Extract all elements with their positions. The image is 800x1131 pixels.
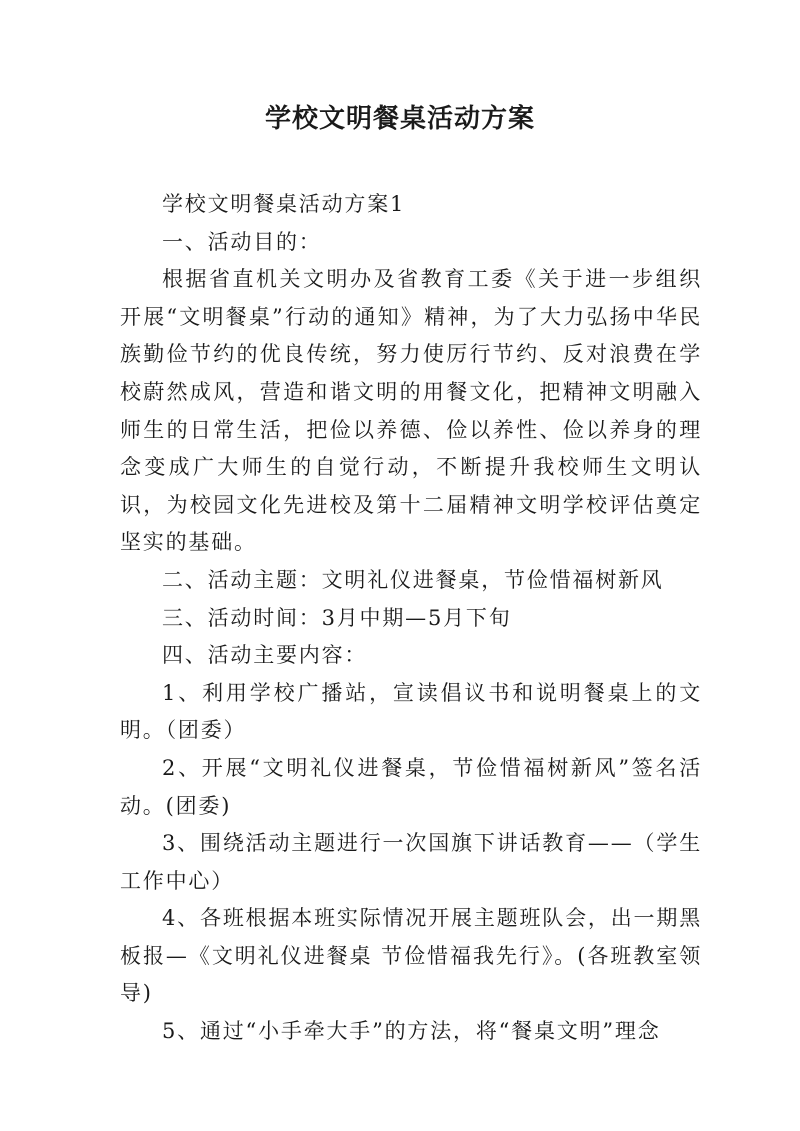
section-heading-content: 四、活动主要内容：	[162, 643, 368, 668]
document-title: 学校文明餐桌活动方案	[264, 104, 535, 134]
section-heading-time: 三、活动时间：3月中期—5月下旬	[162, 605, 512, 630]
section-heading-purpose: 一、活动目的：	[162, 229, 322, 254]
section-heading-theme: 二、活动主题：文明礼仪进餐桌，节俭惜福树新风	[162, 567, 664, 592]
list-item: 5、通过“小手牵大手”的方法，将“餐桌文明”理念	[162, 1019, 661, 1044]
section-heading: 学校文明餐桌活动方案1	[162, 192, 406, 216]
list-item: 1、利用学校广播站，宣读倡议书和说明餐桌上的文明。（团委）	[120, 680, 702, 743]
paragraph-purpose: 根据省直机关文明办及省教育工委《关于进一步组织开展“文明餐桌”行动的通知》精神，为了大力弘扬中华民族勤俭节约的优良传统，努力使厉行节约、反对浪费在学校蔚然成风，营造和谐文明的用餐文化，把精神文明融入师生的日常生活，把俭以养德、俭以养性、俭以养身的理念变成广大师生的自觉行动，不断提升我校师生文明认识，为校园文化先进校及第十二届精神文明学校评估奠定坚实的基础。	[120, 267, 702, 555]
list-item: 2、开展“文明礼仪进餐桌，节俭惜福树新风”签名活动。(团委)	[120, 755, 702, 818]
document-body	[120, 186, 702, 1051]
list-item: 4、各班根据本班实际情况开展主题班队会，出一期黑板报—《文明礼仪进餐桌 节俭惜福我先行》。(各班教室领导)	[120, 906, 702, 1006]
list-item: 3、围绕活动主题进行一次国旗下讲话教育——（学生工作中心）	[120, 831, 702, 893]
